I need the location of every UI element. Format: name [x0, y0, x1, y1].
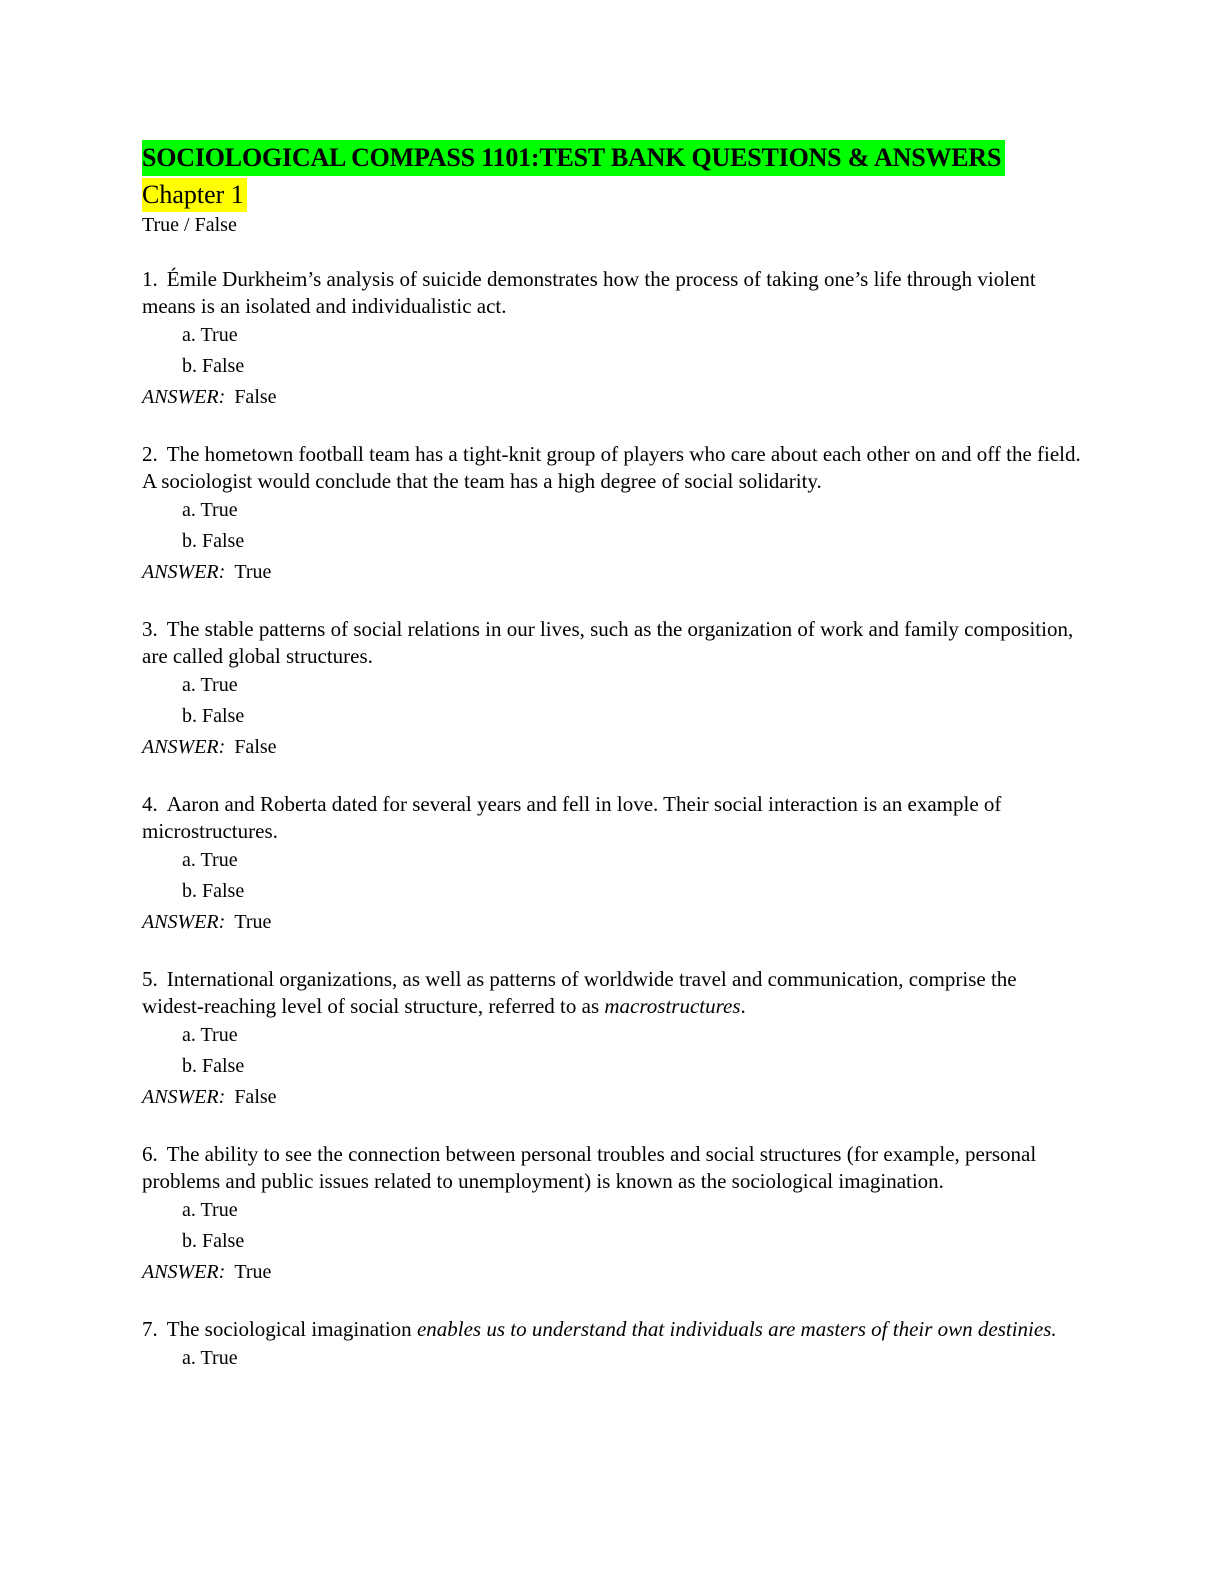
- question-text: [142, 441, 1082, 495]
- question-number: 5.: [142, 967, 158, 991]
- option-b: b. False: [182, 880, 245, 902]
- answer-line: [142, 732, 1082, 763]
- answer-value: False: [234, 736, 277, 758]
- answer-line: [142, 382, 1082, 413]
- answer-value: False: [234, 1086, 277, 1108]
- question-7: [142, 1316, 1082, 1374]
- question-number: 7.: [142, 1317, 158, 1341]
- answer-value: True: [234, 561, 272, 583]
- answer-line: [142, 1257, 1082, 1288]
- question-4: [142, 791, 1082, 938]
- option-a: a. True: [182, 674, 238, 696]
- question-text: [142, 1141, 1082, 1195]
- option-b: b. False: [182, 355, 245, 377]
- question-text: [142, 966, 1082, 1020]
- answer-line: [142, 557, 1082, 588]
- question-body: The hometown football team has a tight-knit group of players who care about each other on and off the field. A sociologist would conclude that the team has a high degree of social solidarity.: [142, 442, 1081, 493]
- option-a: a. True: [182, 849, 238, 871]
- question-number: 2.: [142, 442, 158, 466]
- option-a: a. True: [182, 1024, 238, 1046]
- option-a: a. True: [182, 1347, 238, 1369]
- answer-label: ANSWER:: [142, 911, 226, 933]
- question-text: [142, 1316, 1082, 1343]
- question-2: [142, 441, 1082, 588]
- question-3: [142, 616, 1082, 763]
- question-body: The stable patterns of social relations in our lives, such as the organization of work and family composition, are called global structures.: [142, 617, 1074, 668]
- question-number: 3.: [142, 617, 158, 641]
- answer-value: True: [234, 911, 272, 933]
- answer-line: [142, 907, 1082, 938]
- option-b: b. False: [182, 705, 245, 727]
- question-body: Émile Durkheim’s analysis of suicide demonstrates how the process of taking one’s life through violent means is an isolated and individualistic act.: [142, 267, 1036, 318]
- section-label: True / False: [142, 214, 237, 236]
- answer-line: [142, 1082, 1082, 1113]
- question-number: 6.: [142, 1142, 158, 1166]
- option-a: a. True: [182, 499, 238, 521]
- question-6: [142, 1141, 1082, 1288]
- question-body: International organizations, as well as patterns of worldwide travel and communication, comprise the widest-reaching level of social structure, referred to as: [142, 967, 1017, 1018]
- option-b: b. False: [182, 530, 245, 552]
- answer-value: True: [234, 1261, 272, 1283]
- question-body: The ability to see the connection between personal troubles and social structures (for example, personal problems and public issues related to unemployment) is known as the sociological imagination.: [142, 1142, 1037, 1193]
- question-1: [142, 266, 1082, 413]
- answer-label: ANSWER:: [142, 386, 226, 408]
- option-b: b. False: [182, 1230, 245, 1252]
- document-title: SOCIOLOGICAL COMPASS 1101:TEST BANK QUESTIONS & ANSWERS: [142, 140, 1005, 176]
- answer-label: ANSWER:: [142, 1261, 226, 1283]
- question-emphasis: enables us to understand that individuals are masters of their own destinies.: [416, 1317, 1057, 1341]
- answer-value: False: [234, 386, 277, 408]
- option-a: a. True: [182, 1199, 238, 1221]
- document-page: [142, 140, 1082, 1374]
- option-b: b. False: [182, 1055, 245, 1077]
- answer-label: ANSWER:: [142, 736, 226, 758]
- question-text: [142, 616, 1082, 670]
- option-a: a. True: [182, 324, 238, 346]
- question-body-end: .: [740, 994, 746, 1018]
- chapter-row: [142, 176, 1082, 212]
- question-body: The sociological imagination: [166, 1317, 417, 1341]
- question-text: [142, 266, 1082, 320]
- question-number: 1.: [142, 267, 158, 291]
- question-5: [142, 966, 1082, 1113]
- question-emphasis: macrostructures: [604, 994, 741, 1018]
- question-text: [142, 791, 1082, 845]
- question-body: Aaron and Roberta dated for several years and fell in love. Their social interaction is an example of microstructures.: [142, 792, 1002, 843]
- question-number: 4.: [142, 792, 158, 816]
- answer-label: ANSWER:: [142, 561, 226, 583]
- title-row: [142, 140, 1082, 176]
- chapter-heading: Chapter 1: [142, 178, 247, 212]
- answer-label: ANSWER:: [142, 1086, 226, 1108]
